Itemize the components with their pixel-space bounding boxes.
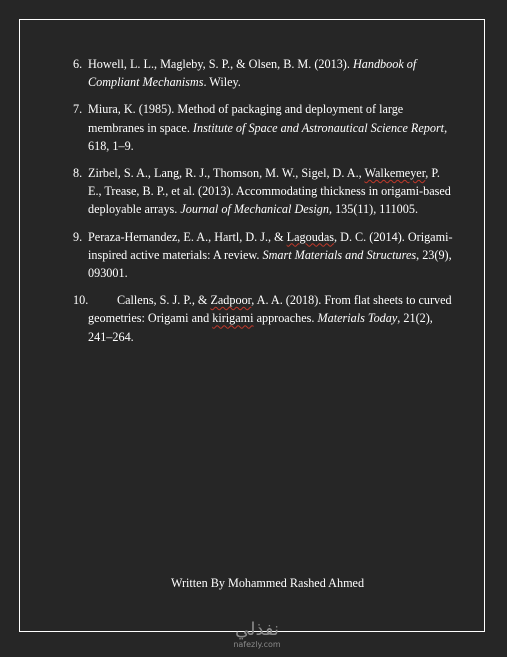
spellcheck-flagged-word: Zadpoor: [210, 293, 252, 308]
reference-item: [73, 228, 453, 283]
reference-source-title: Handbook of Compliant Mechanisms: [88, 57, 417, 90]
reference-source-title: Materials Today: [317, 311, 398, 326]
spellcheck-flagged-word: kirigami: [212, 311, 254, 326]
reference-number: 10.: [73, 293, 89, 308]
reference-item: [73, 291, 453, 346]
reference-text: Peraza-Hernandez, E. A., Hartl, D. J., &: [88, 229, 287, 244]
reference-text: , 23(9), 093001.: [88, 247, 452, 281]
reference-text: . Wiley.: [203, 75, 241, 90]
reference-text: Howell, L. L., Magleby, S. P., & Olsen, B. M. (2013).: [88, 57, 353, 71]
reference-text: Callens, S. J. P., &: [117, 293, 211, 308]
reference-text: , 21(2), 241–264.: [88, 311, 433, 344]
reference-number: 6.: [73, 57, 83, 71]
reference-text: , D. C. (2014). Origami-inspired active materials: A review.: [88, 229, 453, 262]
reference-text: approaches.: [253, 311, 318, 326]
nafezly-watermark-logo: [222, 620, 292, 656]
reference-item: [73, 55, 453, 91]
reference-text: Miura, K. (1985). Method of packaging and deployment of large membranes in space.: [88, 102, 404, 135]
author-footer: Written By Mohammed Rashed Ahmed: [170, 576, 365, 590]
reference-list: [73, 55, 453, 355]
reference-source-title: Institute of Space and Astronautical Science Report: [192, 120, 445, 135]
watermark-arabic-text: نفذلي: [234, 619, 280, 640]
reference-text: Zirbel, S. A., Lang, R. J., Thomson, M. W., Sigel, D. A.,: [88, 166, 365, 181]
reference-number: 8.: [73, 166, 83, 181]
reference-text: , 135(11), 111005.: [328, 202, 419, 217]
reference-text: , A. A. (2018). From flat sheets to curved geometries: Origami and: [88, 293, 452, 326]
reference-source-title: Smart Materials and Structures: [262, 247, 417, 262]
watermark-url-text: nafezly.com: [233, 640, 281, 649]
reference-text: , 618, 1–9.: [88, 120, 448, 153]
reference-number: 9.: [73, 229, 83, 244]
reference-text: , P. E., Trease, B. P., et al. (2013). Accommodating thickness in origami-based deployable arrays.: [88, 166, 451, 217]
reference-item: [73, 164, 453, 219]
spellcheck-flagged-word: Walkemeyer: [364, 166, 426, 181]
spellcheck-flagged-word: Lagoudas: [286, 229, 335, 244]
reference-item: [73, 100, 453, 155]
reference-number: 7.: [73, 102, 83, 117]
reference-source-title: Journal of Mechanical Design: [180, 202, 329, 217]
